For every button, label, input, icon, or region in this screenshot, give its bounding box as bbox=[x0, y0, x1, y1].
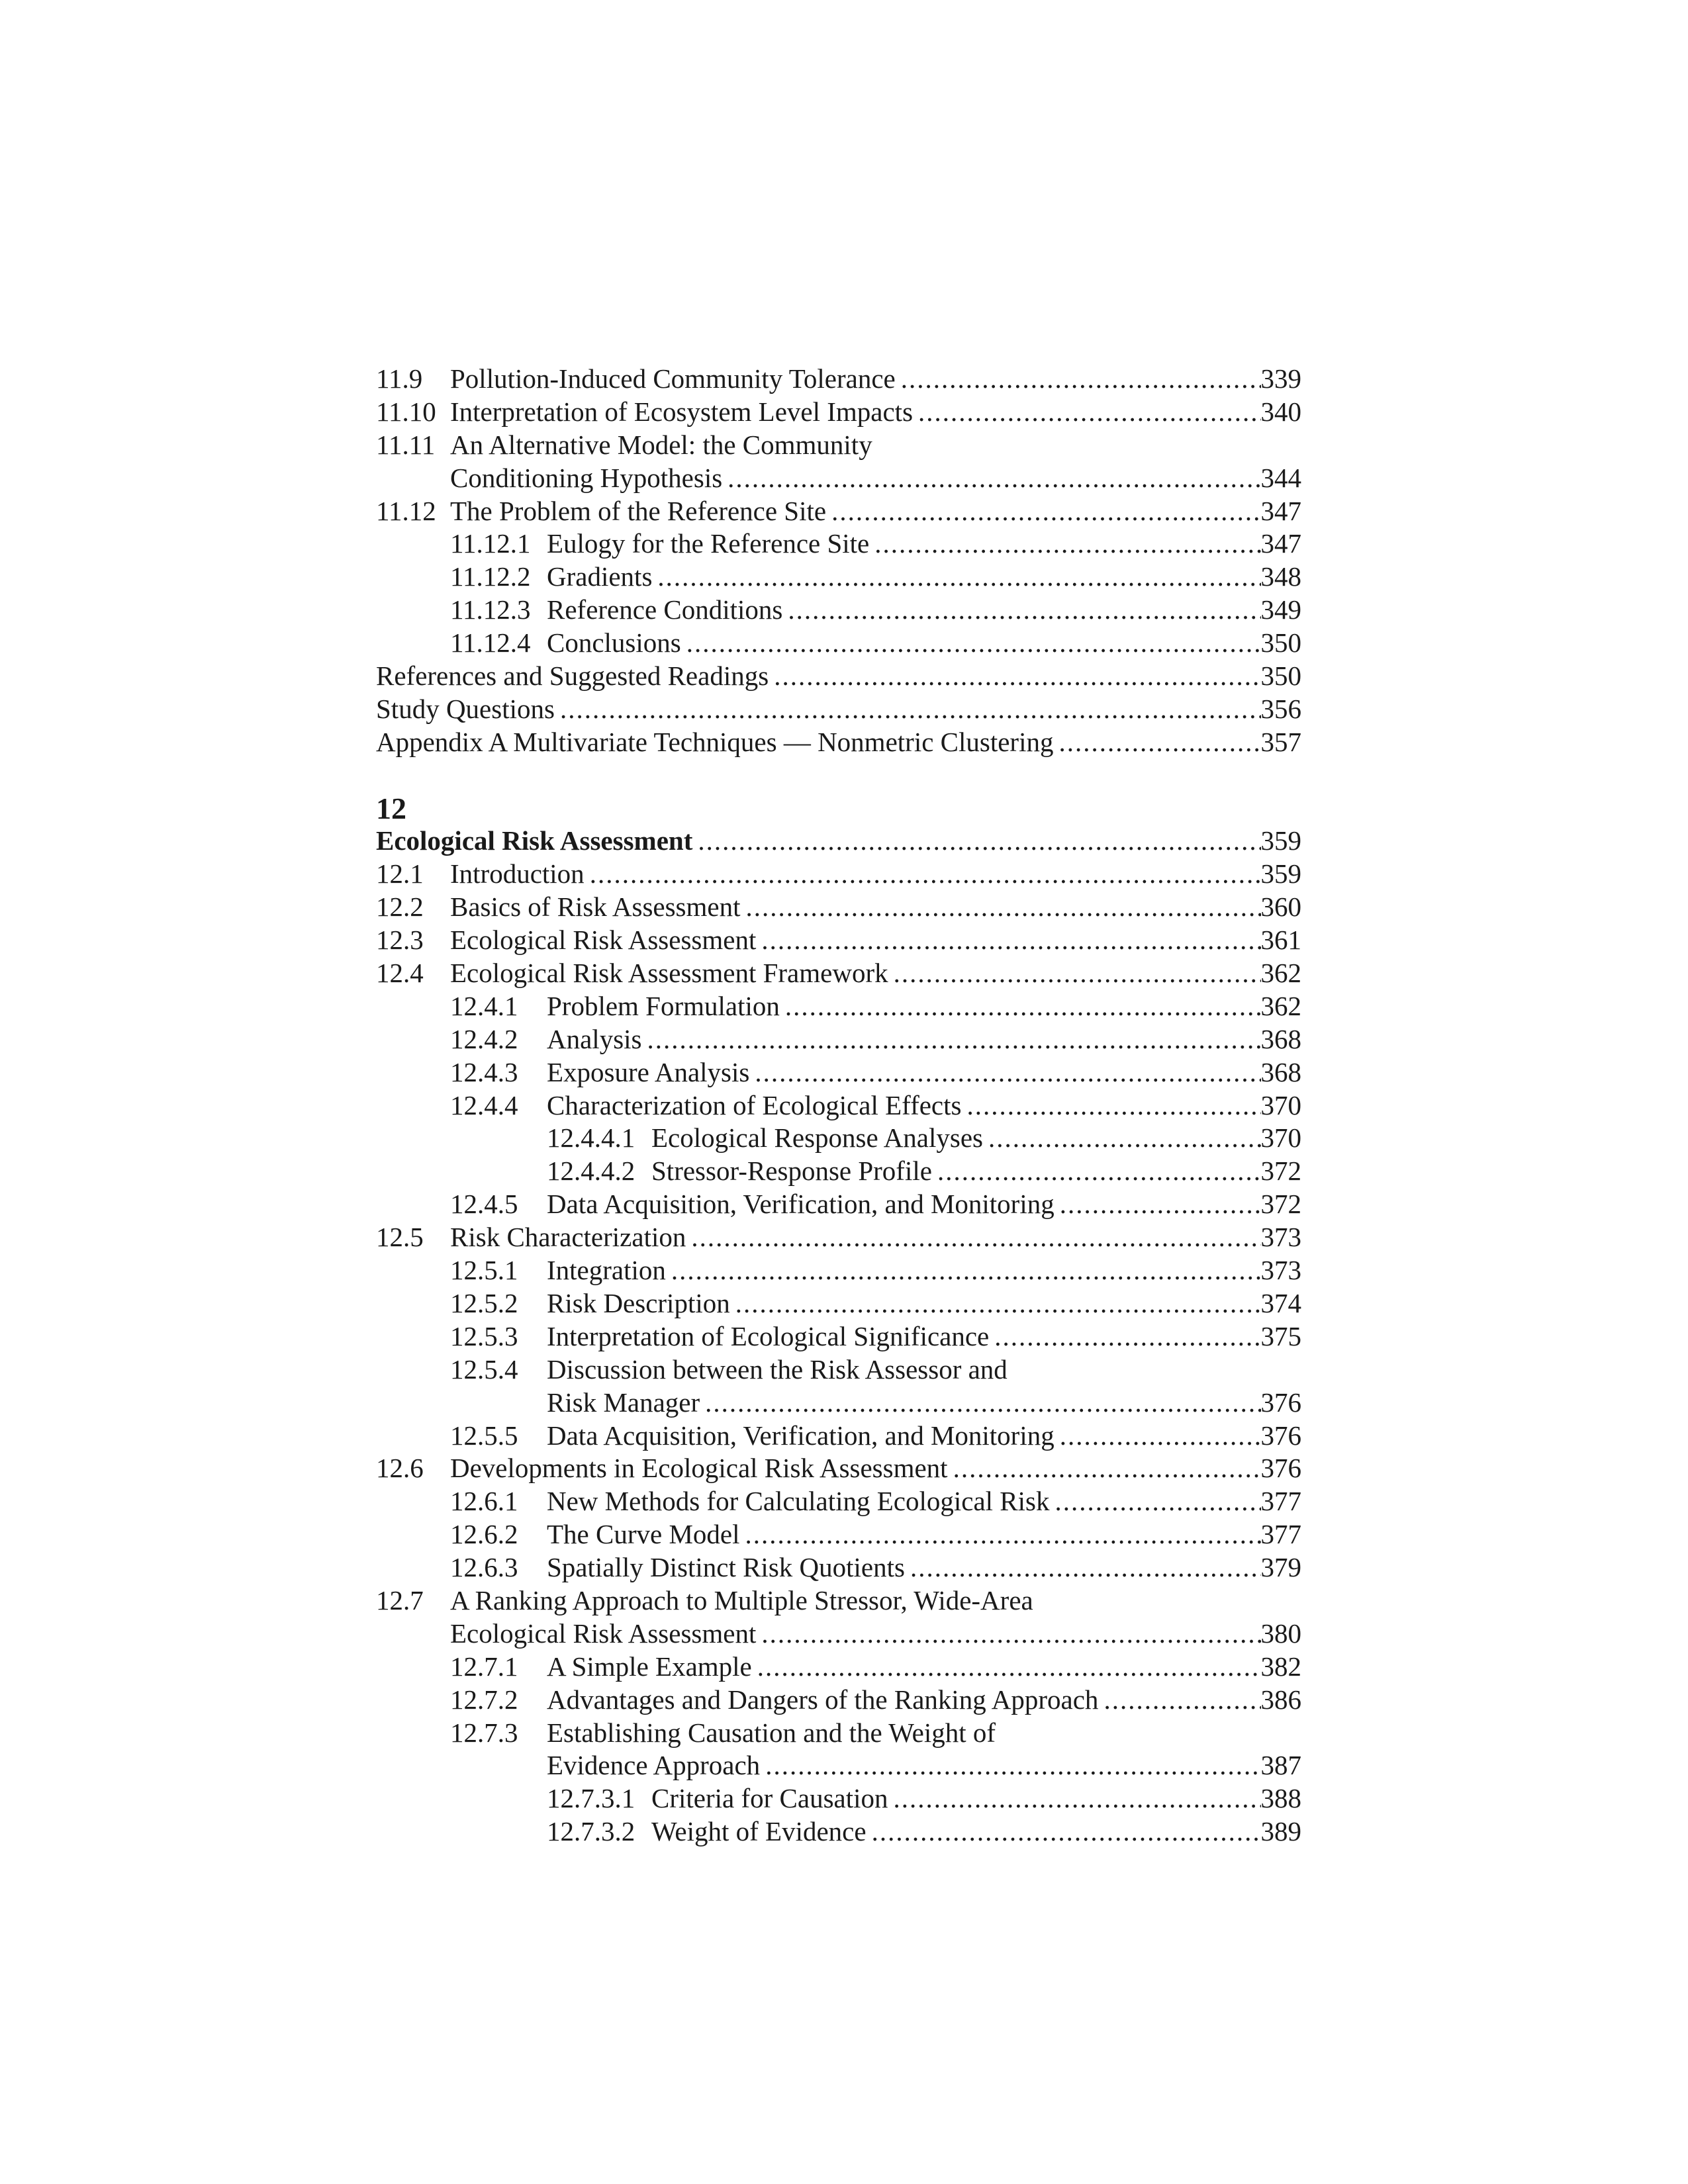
toc-entry-number: 12.7.3.2 bbox=[547, 1816, 635, 1847]
toc-entry-number: 11.12 bbox=[376, 495, 436, 526]
toc-entry-title: Study Questions bbox=[376, 693, 555, 724]
dot-leader bbox=[874, 527, 1260, 561]
toc-entry bbox=[376, 1749, 1301, 1782]
toc-entry-number: 12.7.3 bbox=[450, 1717, 518, 1748]
toc-entry-title-line bbox=[547, 1089, 1301, 1122]
toc-entry-title-line bbox=[651, 1782, 1301, 1815]
toc-entry bbox=[376, 1023, 1301, 1056]
toc-entry-title: The Problem of the Reference Site bbox=[450, 495, 827, 526]
toc-entry-number: 12.5.4 bbox=[450, 1353, 518, 1385]
toc-entry-number: 12.6.1 bbox=[450, 1486, 518, 1517]
table-of-contents bbox=[376, 363, 1301, 1848]
dot-leader bbox=[686, 627, 1261, 660]
toc-entry-page: 362 bbox=[1260, 990, 1301, 1021]
toc-entry-title: Exposure Analysis bbox=[547, 1056, 750, 1087]
toc-entry-title-line bbox=[450, 957, 1301, 990]
toc-entry-number: 12.7.1 bbox=[450, 1651, 518, 1682]
toc-entry-title: Spatially Distinct Risk Quotients bbox=[547, 1552, 905, 1583]
dot-leader bbox=[727, 462, 1260, 495]
toc-entry-title: Pollution-Induced Community Tolerance bbox=[450, 363, 896, 394]
toc-entry-title-line bbox=[450, 1452, 1301, 1485]
toc-entry-title-line bbox=[547, 1023, 1301, 1056]
toc-entry-page: 388 bbox=[1260, 1783, 1301, 1814]
toc-entry-title-line bbox=[547, 561, 1301, 594]
toc-entry-title-line bbox=[450, 891, 1301, 924]
dot-leader bbox=[1060, 1188, 1261, 1221]
toc-entry-page: 349 bbox=[1260, 594, 1301, 625]
toc-entry bbox=[376, 660, 1301, 693]
toc-entry-page: 387 bbox=[1260, 1750, 1301, 1781]
toc-entry-number: 12.7.3.1 bbox=[547, 1783, 635, 1814]
dot-leader bbox=[988, 1122, 1260, 1155]
dot-leader bbox=[761, 924, 1260, 957]
toc-entry bbox=[376, 1584, 1301, 1617]
toc-entry-title-line bbox=[547, 990, 1301, 1023]
dot-leader bbox=[901, 363, 1261, 396]
toc-entry bbox=[376, 1518, 1301, 1551]
toc-entry bbox=[376, 1122, 1301, 1155]
toc-entry-page: 374 bbox=[1260, 1287, 1301, 1318]
toc-entry bbox=[376, 1320, 1301, 1353]
toc-entry-title-line bbox=[547, 1254, 1301, 1287]
toc-entry-title-line bbox=[450, 1221, 1301, 1254]
toc-entry-page: 368 bbox=[1260, 1056, 1301, 1087]
toc-entry-number: 12.5.5 bbox=[450, 1420, 518, 1451]
toc-entry-number: 12.6 bbox=[376, 1453, 424, 1484]
toc-entry-title: Discussion between the Risk Assessor and bbox=[547, 1353, 1008, 1385]
toc-entry-page: 377 bbox=[1260, 1519, 1301, 1550]
toc-entry-title-line bbox=[450, 429, 1301, 462]
dot-leader bbox=[647, 1023, 1261, 1056]
toc-entry-title-line bbox=[450, 858, 1301, 891]
dot-leader bbox=[1055, 1485, 1260, 1518]
dot-leader bbox=[657, 561, 1260, 594]
toc-entry-page: 372 bbox=[1260, 1189, 1301, 1220]
toc-entry bbox=[376, 858, 1301, 891]
toc-entry bbox=[376, 957, 1301, 990]
toc-entry-number: 12.4 bbox=[376, 958, 424, 989]
toc-section-chapter-11 bbox=[376, 363, 1301, 759]
toc-entry-number: 12.4.5 bbox=[450, 1189, 518, 1220]
toc-entry-page: 356 bbox=[1260, 693, 1301, 724]
toc-entry-title-line bbox=[450, 924, 1301, 957]
toc-entry-title: Reference Conditions bbox=[547, 594, 783, 625]
toc-entry-title-line bbox=[547, 1651, 1301, 1684]
toc-entry bbox=[376, 1287, 1301, 1320]
toc-entry-title-line bbox=[547, 1551, 1301, 1584]
toc-entry-title: Evidence Approach bbox=[547, 1750, 761, 1781]
toc-entry bbox=[376, 693, 1301, 726]
toc-entry-title-line bbox=[547, 1287, 1301, 1320]
toc-entry-number: 11.12.4 bbox=[450, 627, 531, 659]
toc-entry-title-line bbox=[450, 495, 1301, 528]
toc-entry-title-line bbox=[450, 1617, 1301, 1651]
toc-entry-title: Ecological Response Analyses bbox=[651, 1122, 984, 1154]
toc-entry-title: Data Acquisition, Verification, and Monitoring bbox=[547, 1420, 1055, 1451]
toc-entry-number: 12.6.3 bbox=[450, 1552, 518, 1583]
toc-entry-page: 361 bbox=[1260, 925, 1301, 956]
dot-leader bbox=[691, 1221, 1260, 1254]
toc-entry-title: Conditioning Hypothesis bbox=[450, 462, 723, 493]
toc-entry-number: 12.3 bbox=[376, 925, 424, 956]
toc-entry-title-line bbox=[450, 462, 1301, 495]
toc-entry bbox=[376, 462, 1301, 495]
toc-entry-page: 360 bbox=[1260, 891, 1301, 923]
toc-entry-title-line bbox=[450, 1584, 1301, 1617]
dot-leader bbox=[994, 1320, 1260, 1353]
toc-entry-title-line bbox=[547, 527, 1301, 561]
toc-entry-title: Characterization of Ecological Effects bbox=[547, 1089, 962, 1120]
dot-leader bbox=[757, 1651, 1261, 1684]
toc-entry-page: 373 bbox=[1260, 1222, 1301, 1253]
dot-leader bbox=[698, 825, 1260, 858]
toc-entry-number: 12.5.2 bbox=[450, 1287, 518, 1318]
dot-leader bbox=[1060, 1420, 1261, 1453]
toc-entry bbox=[376, 429, 1301, 462]
toc-entry-title: Ecological Risk Assessment bbox=[376, 825, 693, 856]
toc-entry-title: New Methods for Calculating Ecological Risk bbox=[547, 1486, 1050, 1517]
toc-entry bbox=[376, 726, 1301, 759]
toc-entry-title-line bbox=[547, 1717, 1301, 1750]
toc-entry-page: 372 bbox=[1260, 1156, 1301, 1187]
dot-leader bbox=[590, 858, 1261, 891]
toc-entry-page: 359 bbox=[1260, 858, 1301, 889]
toc-entry-title-line bbox=[376, 660, 1301, 693]
toc-entry-title-line bbox=[547, 1684, 1301, 1717]
toc-entry-title: Risk Manager bbox=[547, 1387, 700, 1418]
toc-entry-page: 350 bbox=[1260, 627, 1301, 659]
dot-leader bbox=[761, 1617, 1260, 1651]
toc-entry-title: Eulogy for the Reference Site bbox=[547, 528, 870, 559]
toc-entry-page: 389 bbox=[1260, 1816, 1301, 1847]
dot-leader bbox=[872, 1815, 1261, 1848]
dot-leader bbox=[560, 693, 1261, 726]
toc-entry-number: 11.12.3 bbox=[450, 594, 531, 625]
toc-entry bbox=[376, 1485, 1301, 1518]
toc-entry-title: An Alternative Model: the Community bbox=[450, 429, 872, 460]
toc-entry-title: Developments in Ecological Risk Assessment bbox=[450, 1453, 948, 1484]
dot-leader bbox=[745, 1518, 1260, 1551]
toc-entry bbox=[376, 1387, 1301, 1420]
toc-entry-number: 11.12.1 bbox=[450, 528, 531, 559]
toc-entry bbox=[376, 1782, 1301, 1815]
toc-entry-title: Gradients bbox=[547, 561, 653, 592]
toc-entry-title: Interpretation of Ecological Significance bbox=[547, 1320, 990, 1351]
dot-leader bbox=[755, 1056, 1260, 1089]
toc-entry bbox=[376, 1617, 1301, 1651]
toc-entry-page: 347 bbox=[1260, 528, 1301, 559]
toc-entry bbox=[376, 1254, 1301, 1287]
toc-entry-page: 357 bbox=[1260, 726, 1301, 757]
toc-entry-title-line bbox=[450, 363, 1301, 396]
toc-entry-title-line bbox=[547, 1353, 1301, 1387]
toc-entry-number: 12.2 bbox=[376, 891, 424, 923]
toc-entry-title: Data Acquisition, Verification, and Monitoring bbox=[547, 1189, 1055, 1220]
toc-entry bbox=[376, 495, 1301, 528]
toc-entry bbox=[376, 527, 1301, 561]
toc-entry-title: References and Suggested Readings bbox=[376, 660, 769, 692]
toc-entry-title: Ecological Risk Assessment bbox=[450, 925, 757, 956]
toc-entry-page: 376 bbox=[1260, 1453, 1301, 1484]
toc-entry bbox=[376, 1353, 1301, 1387]
dot-leader bbox=[910, 1551, 1261, 1584]
dot-leader bbox=[953, 1452, 1261, 1485]
toc-entry-page: 350 bbox=[1260, 660, 1301, 692]
toc-entry-title: Establishing Causation and the Weight of bbox=[547, 1717, 996, 1748]
toc-entry-title: Ecological Risk Assessment bbox=[450, 1617, 757, 1649]
toc-entry-page: 347 bbox=[1260, 495, 1301, 526]
toc-entry-title-line bbox=[547, 1420, 1301, 1453]
toc-entry-title: Risk Characterization bbox=[450, 1222, 686, 1253]
toc-entry bbox=[376, 990, 1301, 1023]
toc-entry-title-line bbox=[547, 1056, 1301, 1089]
toc-entry-page: 359 bbox=[1260, 825, 1301, 856]
dot-leader bbox=[894, 957, 1261, 990]
toc-entry-title: Introduction bbox=[450, 858, 585, 889]
toc-entry bbox=[376, 1420, 1301, 1453]
dot-leader bbox=[1058, 726, 1260, 759]
toc-entry bbox=[376, 1815, 1301, 1848]
toc-entry bbox=[376, 1452, 1301, 1485]
dot-leader bbox=[705, 1387, 1260, 1420]
toc-entry-title-line bbox=[547, 1485, 1301, 1518]
toc-entry-title: Criteria for Causation bbox=[651, 1783, 888, 1814]
toc-entry-title: Integration bbox=[547, 1255, 666, 1286]
toc-entry bbox=[376, 891, 1301, 924]
dot-leader bbox=[765, 1749, 1260, 1782]
toc-entry-page: 370 bbox=[1260, 1122, 1301, 1154]
toc-entry-number: 12.6.2 bbox=[450, 1519, 518, 1550]
toc-entry-number: 12.4.4 bbox=[450, 1089, 518, 1120]
toc-entry-page: 344 bbox=[1260, 462, 1301, 493]
dot-leader bbox=[966, 1089, 1260, 1122]
toc-entry-page: 368 bbox=[1260, 1023, 1301, 1054]
toc-entry-title-line bbox=[547, 1387, 1301, 1420]
toc-entry-title-line bbox=[651, 1815, 1301, 1848]
toc-entry-title: A Simple Example bbox=[547, 1651, 752, 1682]
toc-entry-number: 11.9 bbox=[376, 363, 423, 394]
toc-entry-page: 386 bbox=[1260, 1684, 1301, 1715]
toc-entry bbox=[376, 561, 1301, 594]
toc-entry-title-line bbox=[651, 1155, 1301, 1188]
toc-entry bbox=[376, 396, 1301, 429]
toc-entry-number: 12.4.3 bbox=[450, 1056, 518, 1087]
dot-leader bbox=[774, 660, 1260, 693]
dot-leader bbox=[937, 1155, 1261, 1188]
toc-entry-page: 376 bbox=[1260, 1387, 1301, 1418]
toc-entry-title: Stressor-Response Profile bbox=[651, 1156, 932, 1187]
dot-leader bbox=[918, 396, 1260, 429]
toc-entry-number: 12.7 bbox=[376, 1584, 424, 1615]
toc-entry-number: 12.5 bbox=[376, 1222, 424, 1253]
toc-entry bbox=[376, 363, 1301, 396]
toc-entry bbox=[376, 1651, 1301, 1684]
toc-entry-page: 382 bbox=[1260, 1651, 1301, 1682]
toc-entry-title-line bbox=[450, 396, 1301, 429]
toc-entry bbox=[376, 1056, 1301, 1089]
toc-entry-title: Conclusions bbox=[547, 627, 681, 659]
toc-entry-number: 12.5.1 bbox=[450, 1255, 518, 1286]
toc-entry-number: 12.7.2 bbox=[450, 1684, 518, 1715]
toc-entry-title: Interpretation of Ecosystem Level Impacts bbox=[450, 396, 914, 427]
toc-entry-title-line bbox=[651, 1122, 1301, 1155]
toc-entry-title-line bbox=[547, 594, 1301, 627]
toc-entry-title-line bbox=[547, 1188, 1301, 1221]
toc-entry-number: 12.5.3 bbox=[450, 1320, 518, 1351]
toc-entry-title: Problem Formulation bbox=[547, 990, 780, 1021]
toc-entry bbox=[376, 1089, 1301, 1122]
toc-entry bbox=[376, 1717, 1301, 1750]
toc-entry-title-line bbox=[376, 693, 1301, 726]
toc-entry bbox=[376, 924, 1301, 957]
toc-entry-title-line bbox=[376, 726, 1301, 759]
dot-leader bbox=[1103, 1684, 1260, 1717]
dot-leader bbox=[894, 1782, 1261, 1815]
toc-entry bbox=[376, 1188, 1301, 1221]
toc-entry-page: 377 bbox=[1260, 1486, 1301, 1517]
toc-entry-page: 380 bbox=[1260, 1617, 1301, 1649]
toc-entry-number: 12.4.1 bbox=[450, 990, 518, 1021]
toc-entry-number: 12.4.4.1 bbox=[547, 1122, 635, 1154]
toc-entry-title: The Curve Model bbox=[547, 1519, 740, 1550]
toc-entry-title-line bbox=[376, 825, 1301, 858]
toc-entry-title: Risk Description bbox=[547, 1287, 730, 1318]
toc-entry-page: 373 bbox=[1260, 1255, 1301, 1286]
toc-entry bbox=[376, 1155, 1301, 1188]
toc-entry-number: 11.11 bbox=[376, 429, 436, 460]
toc-entry-page: 339 bbox=[1260, 363, 1301, 394]
toc-entry-title-line bbox=[547, 1518, 1301, 1551]
toc-entry-number: 11.10 bbox=[376, 396, 436, 427]
toc-entry-title: Basics of Risk Assessment bbox=[450, 891, 741, 923]
toc-entry-title: Advantages and Dangers of the Ranking Approach bbox=[547, 1684, 1099, 1715]
toc-entry-title: A Ranking Approach to Multiple Stressor, Wide-Area bbox=[450, 1584, 1033, 1615]
toc-entry bbox=[376, 594, 1301, 627]
dot-leader bbox=[671, 1254, 1261, 1287]
toc-section-chapter-12 bbox=[376, 825, 1301, 1848]
toc-entry-page: 379 bbox=[1260, 1552, 1301, 1583]
dot-leader bbox=[785, 990, 1261, 1023]
toc-entry-number: 12.1 bbox=[376, 858, 424, 889]
toc-entry-title: Analysis bbox=[547, 1023, 642, 1054]
toc-entry bbox=[376, 627, 1301, 660]
toc-entry-page: 375 bbox=[1260, 1320, 1301, 1351]
toc-entry-number: 12.4.2 bbox=[450, 1023, 518, 1054]
toc-entry bbox=[376, 1551, 1301, 1584]
toc-entry-title-line bbox=[547, 627, 1301, 660]
toc-entry-page: 340 bbox=[1260, 396, 1301, 427]
toc-entry-title-line bbox=[547, 1749, 1301, 1782]
toc-entry-title: Weight of Evidence bbox=[651, 1816, 867, 1847]
toc-entry-title: Appendix A Multivariate Techniques — Nonmetric Clustering bbox=[376, 726, 1054, 757]
toc-entry bbox=[376, 1684, 1301, 1717]
toc-entry-title: Ecological Risk Assessment Framework bbox=[450, 958, 888, 989]
dot-leader bbox=[746, 891, 1261, 924]
dot-leader bbox=[831, 495, 1260, 528]
dot-leader bbox=[788, 594, 1260, 627]
toc-entry bbox=[376, 1221, 1301, 1254]
toc-entry-page: 376 bbox=[1260, 1420, 1301, 1451]
toc-entry-page: 370 bbox=[1260, 1089, 1301, 1120]
chapter-number: 12 bbox=[376, 791, 406, 825]
toc-entry bbox=[376, 825, 1301, 858]
toc-entry-number: 12.4.4.2 bbox=[547, 1156, 635, 1187]
toc-entry-page: 362 bbox=[1260, 958, 1301, 989]
toc-entry-title-line bbox=[547, 1320, 1301, 1353]
dot-leader bbox=[735, 1287, 1261, 1320]
toc-entry-page: 348 bbox=[1260, 561, 1301, 592]
toc-entry-number: 11.12.2 bbox=[450, 561, 531, 592]
section-gap bbox=[376, 759, 1301, 792]
